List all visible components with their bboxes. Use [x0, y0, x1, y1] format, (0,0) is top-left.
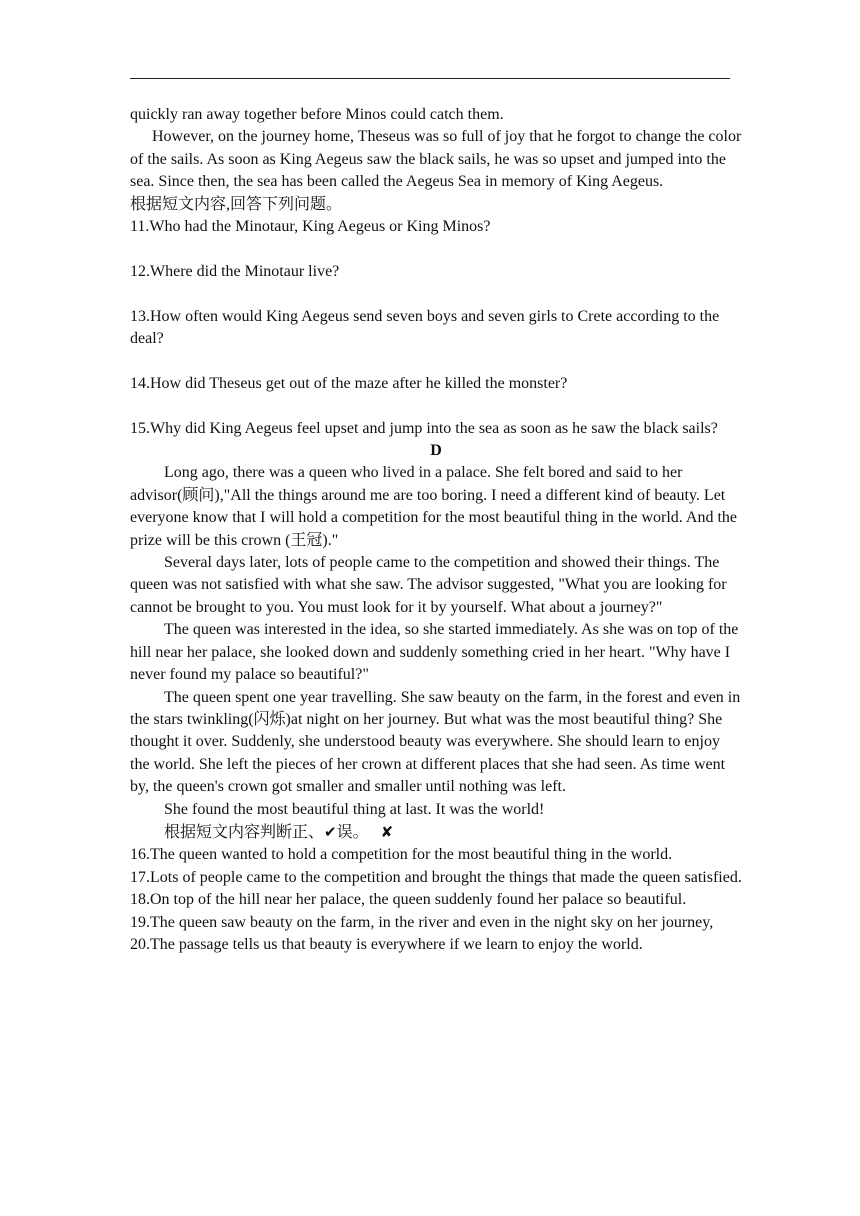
section-d-paragraph-4: The queen spent one year travelling. She saw beauty on the farm, in the forest and even in the stars twinkling(闪烁)at night on her journey. But what was the most beautiful thing? She thought it over. Suddenly, she understood beauty was everywhere. She should learn to enjoy the world. She left the pieces of her crown at different places that she had seen. As time went by, the queen's crown got smaller and smaller until nothing was left.: [130, 688, 745, 796]
answer-space: [130, 395, 742, 417]
instruction-tail: 误。: [336, 823, 369, 841]
question-14: 14.How did Theseus get out of the maze after he killed the monster?: [130, 374, 568, 392]
question-15: 15.Why did King Aegeus feel upset and jump into the sea as soon as he saw the black sails?: [130, 419, 718, 437]
statement-19: 19.The queen saw beauty on the farm, in the river and even in the night sky on her journey,: [130, 913, 714, 931]
section-d-paragraph-1: Long ago, there was a queen who lived in a palace. She felt bored and said to her advisor(顾问),"All the things around me are too boring. I need a different kind of beauty. Let everyone know that I will hold a competition for the most beautiful thing in the world. And the prize will be this crown (王冠).": [130, 464, 741, 549]
section-d-paragraph-3: The queen was interested in the idea, so she started immediately. As she was on top of the hill near her palace, she looked down and suddenly something cried in her heart. "Why have I never found my palace so beautiful?": [130, 621, 743, 684]
statement-17: 17.Lots of people came to the competition and brought the things that made the queen satisfied.: [130, 868, 742, 886]
section-d-paragraph-2: Several days later, lots of people came to the competition and showed their things. The queen was not satisfied with what she saw. The advisor suggested, "What you are looking for cannot be brought to you. You must look for it by yourself. What about a journey?": [130, 554, 731, 616]
section-d-paragraph-5: She found the most beautiful thing at last. It was the world!: [164, 800, 545, 818]
question-13: 13.How often would King Aegeus send seven boys and seven girls to Crete according to the deal?: [130, 307, 724, 348]
instruction-text: 根据短文内容判断正、: [164, 823, 325, 841]
document-body: [130, 104, 746, 956]
answer-space: [130, 238, 742, 260]
passage-c-continuation: quickly ran away together before Minos could catch them.: [130, 106, 504, 123]
header-rule: [130, 78, 730, 79]
section-d-heading: D: [430, 442, 442, 460]
cross-mark-icon: ✘: [380, 822, 394, 841]
question-11: 11.Who had the Minotaur, King Aegeus or King Minos?: [130, 218, 491, 236]
statement-16: 16.The queen wanted to hold a competition for the most beautiful thing in the world.: [130, 846, 673, 864]
passage-c-paragraph: However, on the journey home, Theseus was so full of joy that he forgot to change the color of the sails. As soon as King Aegeus saw the black sails, he was so upset and jumped into the sea. Since then, the sea has been called the Aegeus Sea in memory of King Aegeus.: [130, 128, 746, 191]
statement-18: 18.On top of the hill near her palace, the queen suddenly found her palace so beautiful.: [130, 891, 687, 909]
check-mark-icon: ✔: [324, 822, 337, 841]
statement-20: 20.The passage tells us that beauty is everywhere if we learn to enjoy the world.: [130, 935, 643, 953]
section-d-instruction: [130, 821, 742, 844]
question-12: 12.Where did the Minotaur live?: [130, 262, 340, 280]
instruction-c: 根据短文内容,回答下列问题。: [130, 195, 343, 213]
answer-space: [130, 350, 742, 372]
answer-space: [130, 283, 742, 305]
